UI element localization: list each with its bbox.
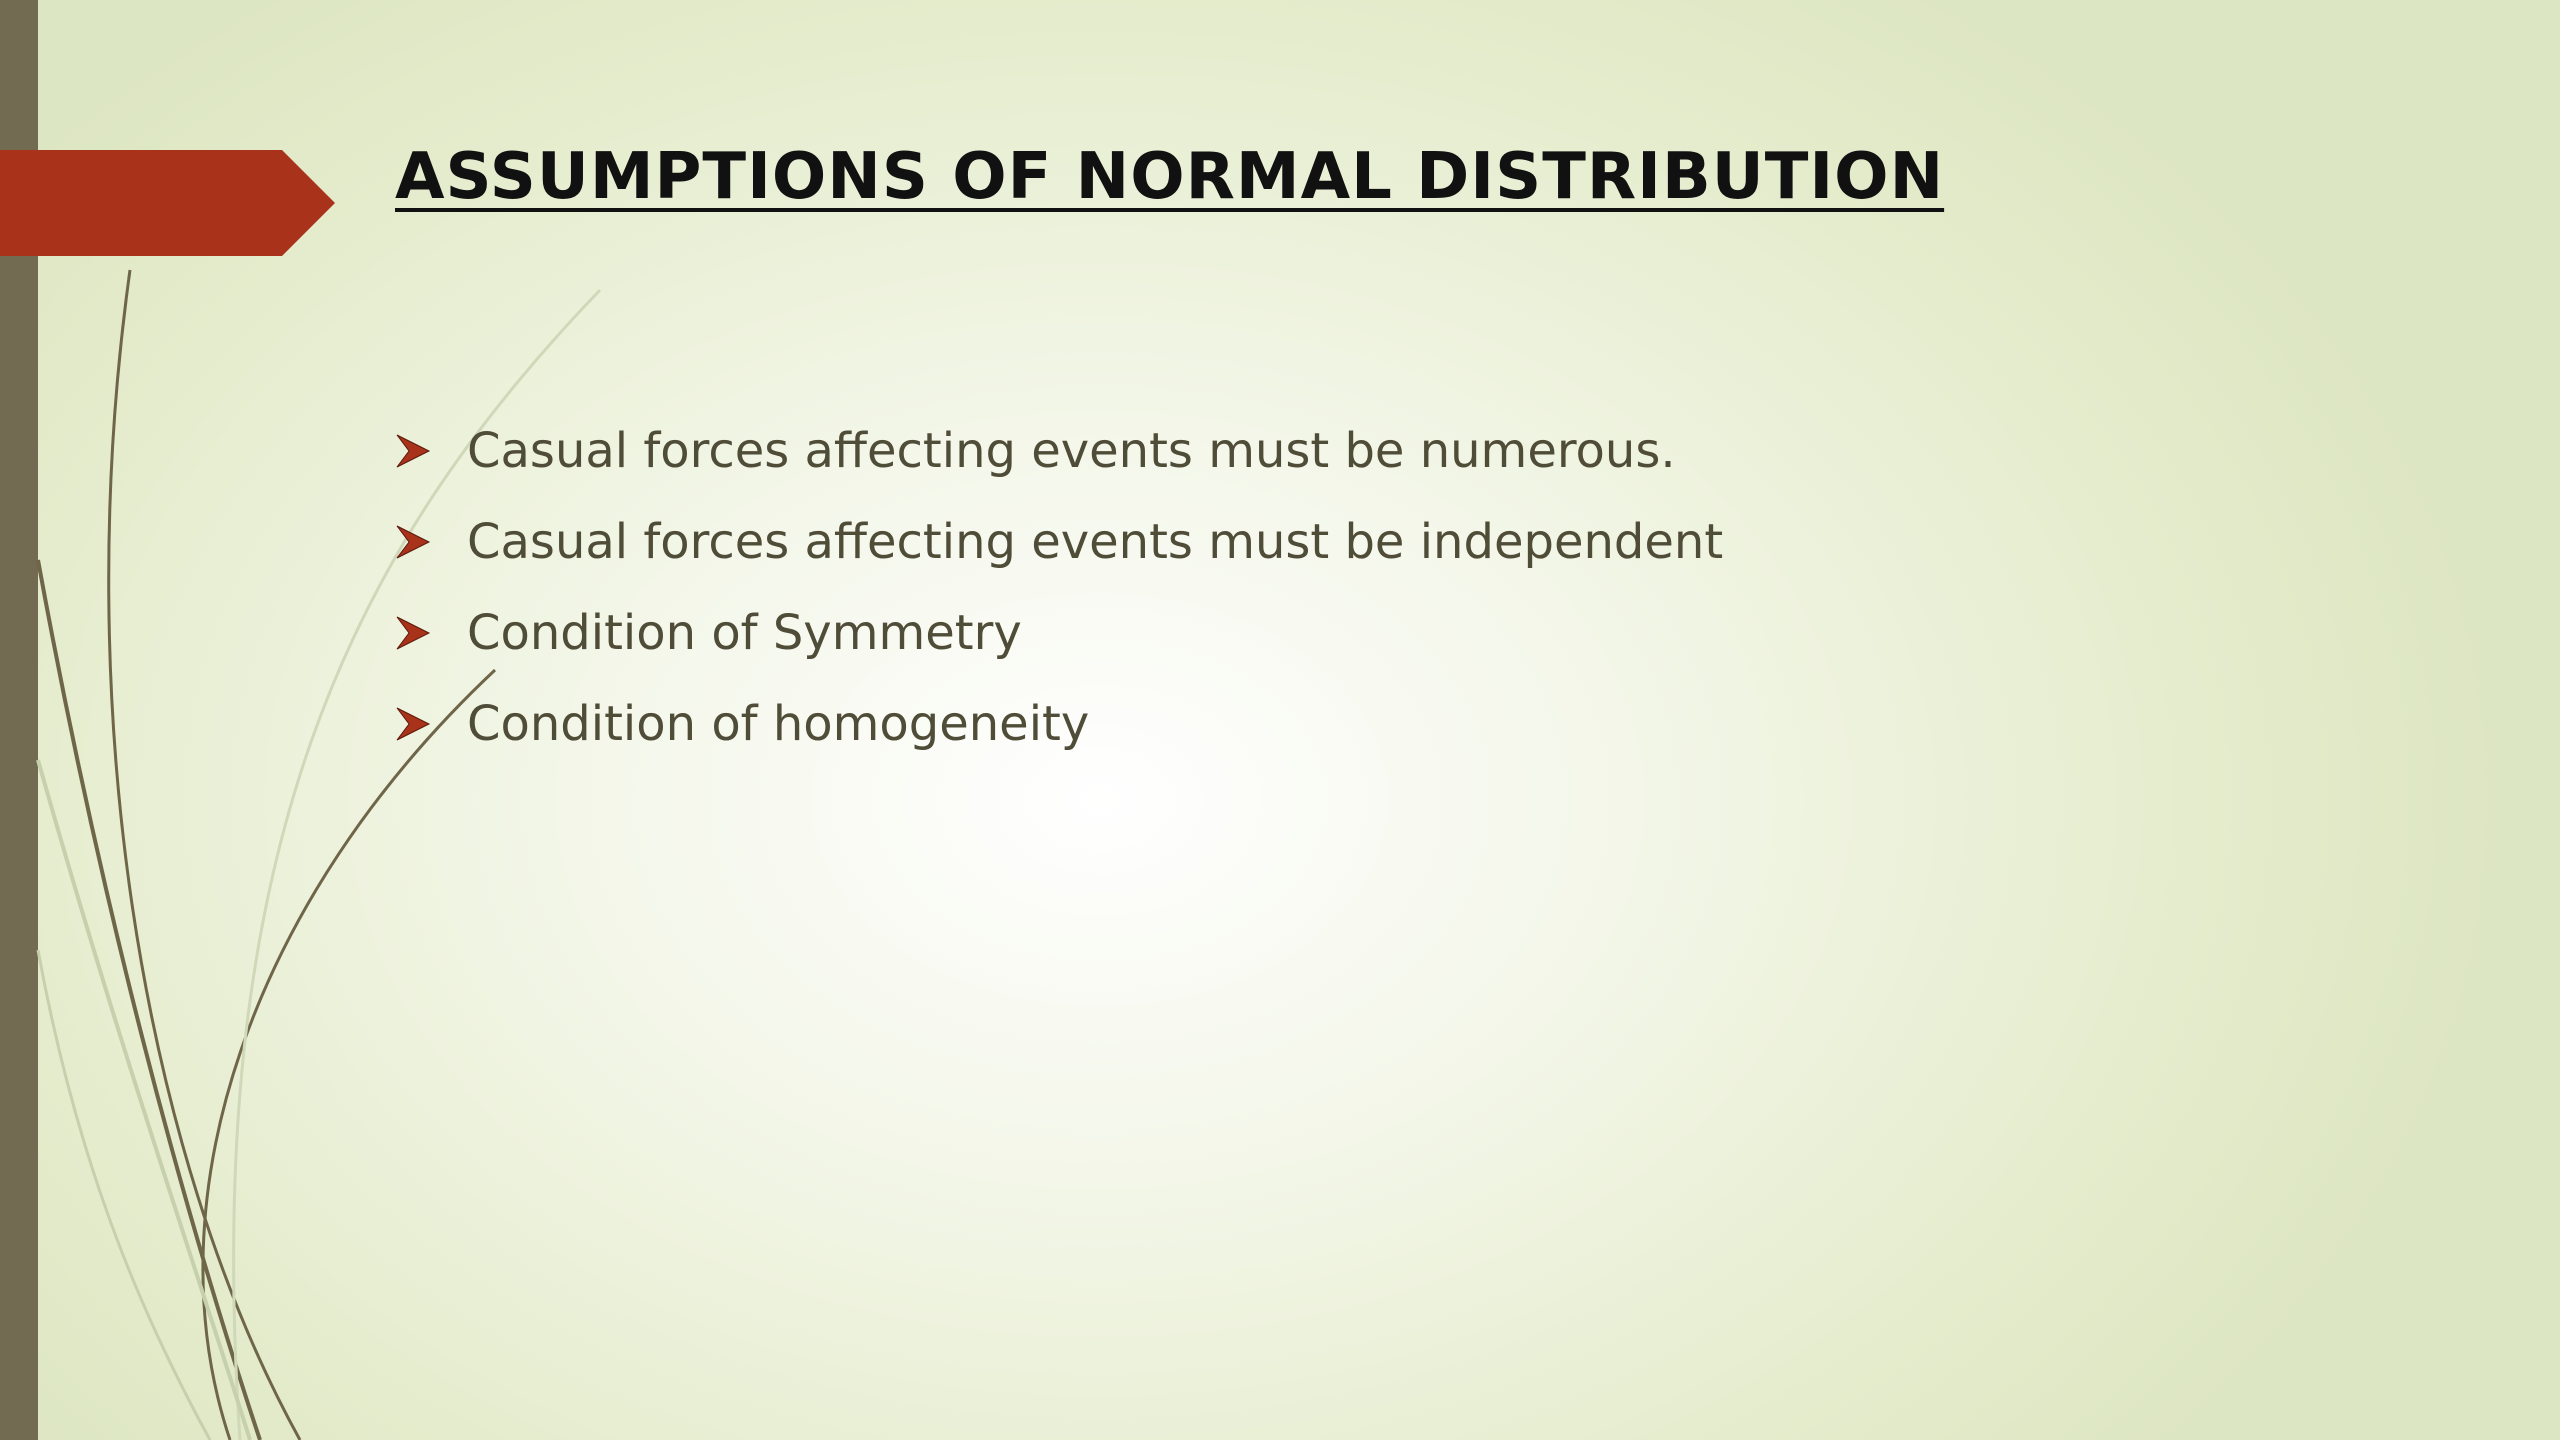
bullet-text: Casual forces affecting events must be independent [467,513,1724,570]
bullet-item [395,405,1723,496]
arrowhead-bullet-icon [395,706,467,742]
title-arrow-shape [0,150,335,256]
bullet-item [395,496,1723,587]
bullet-text: Condition of Symmetry [467,604,1022,661]
arrowhead-bullet-icon [395,524,467,560]
arrowhead-bullet-icon [395,433,467,469]
bullet-item [395,678,1723,769]
bullet-list [395,405,1723,769]
bullet-text: Condition of homogeneity [467,695,1090,752]
arrowhead-bullet-icon [395,615,467,651]
bullet-text: Casual forces affecting events must be numerous. [467,422,1676,479]
slide-title: ASSUMPTIONS OF NORMAL DISTRIBUTION [395,140,1945,214]
bullet-item [395,587,1723,678]
